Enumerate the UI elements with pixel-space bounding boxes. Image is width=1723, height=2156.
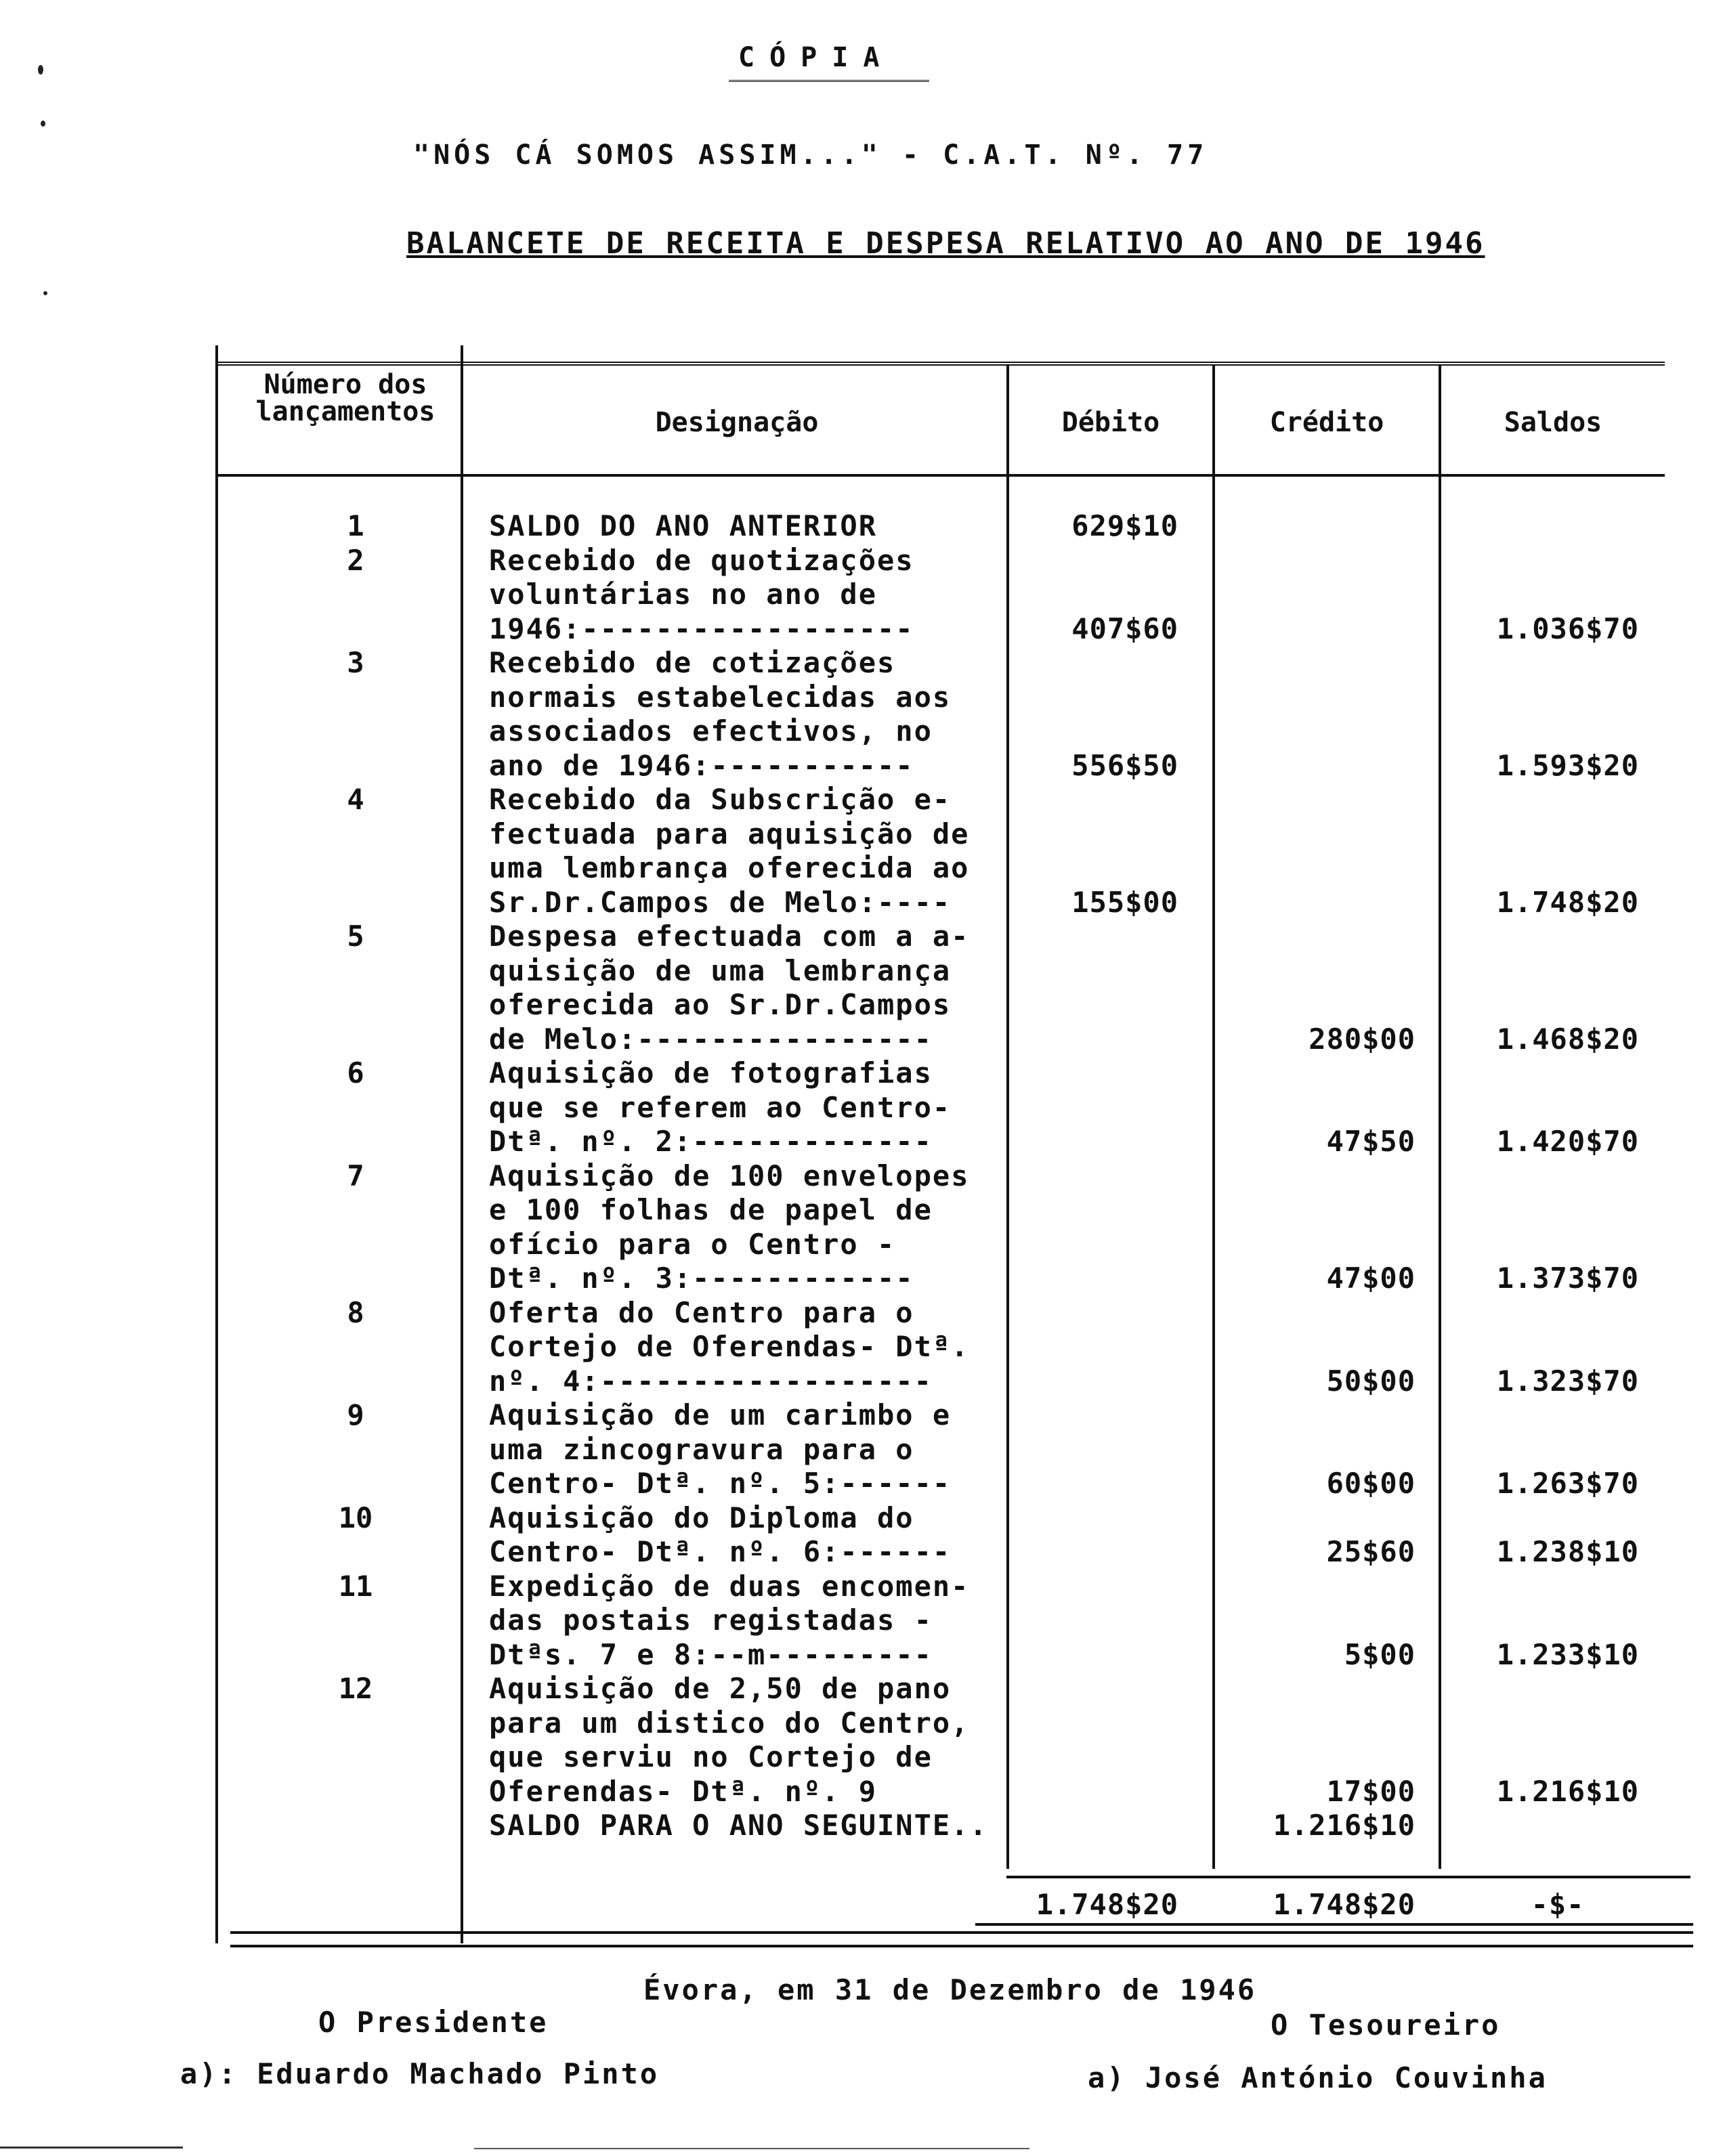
header-bottom-rule (215, 474, 1665, 477)
entry-credito: 1.216$10 (1273, 1809, 1416, 1842)
entry-description-line: Centro- Dtª. nº. 6:------ (489, 1535, 952, 1568)
entry-description-line: uma zincogravura para o (489, 1432, 914, 1466)
entry-description-line: Aquisição de um carimbo e (489, 1398, 952, 1431)
treasurer-signature: a) José António Couvinha (1088, 2061, 1548, 2094)
entry-description-line: que se referem ao Centro- (489, 1090, 952, 1124)
scan-edge-line (0, 2147, 183, 2149)
entry-description-line: de Melo:---------------- (489, 1022, 933, 1056)
entry-description-line: Expedição de duas encomen- (489, 1569, 970, 1603)
entry-description-line: fectuada para aquisição de (489, 817, 970, 850)
entry-saldo: 1.238$10 (1496, 1535, 1639, 1568)
col-divider-debito (1212, 366, 1215, 1869)
col-divider-numero (461, 345, 463, 1943)
entry-saldo: 1.216$10 (1496, 1774, 1639, 1808)
entry-description-line: 1946:------------------ (489, 611, 914, 645)
entry-description-line: Aquisição do Diploma do (489, 1501, 914, 1534)
copy-label-underline (729, 80, 929, 85)
entry-description-line: Recebido da Subscrição e- (489, 783, 952, 816)
entry-description-line: e 100 folhas de papel de (489, 1193, 933, 1226)
document-title: BALANCETE DE RECEITA E DESPESA RELATIVO AO ANO DE 1946 (406, 226, 1485, 261)
president-label: O Presidente (318, 2006, 549, 2039)
table-top-rule (215, 362, 1665, 366)
entry-credito: 50$00 (1326, 1364, 1416, 1398)
entry-saldo: 1.263$70 (1496, 1467, 1639, 1500)
entry-saldo: 1.036$70 (1496, 611, 1639, 645)
entry-description-line: quisição de uma lembrança (489, 953, 952, 987)
entry-description-line: Oferendas- Dtª. nº. 9 (489, 1774, 878, 1808)
entry-number: 9 (347, 1398, 364, 1431)
entry-description-line: Centro- Dtª. nº. 5:------ (489, 1467, 952, 1500)
total-saldo: -$- (1531, 1888, 1585, 1921)
document-subtitle: "NÓS CÁ SOMOS ASSIM..." - C.A.T. Nº. 77 (413, 139, 1208, 171)
entry-number: 2 (347, 543, 364, 577)
entry-description-line: Aquisição de 100 envelopes (489, 1159, 970, 1192)
treasurer-label: O Tesoureiro (1271, 2008, 1501, 2042)
entry-description-line: Recebido de quotizações (489, 543, 914, 577)
place-and-date: Évora, em 31 de Dezembro de 1946 (643, 1973, 1257, 2006)
entry-description-line: Aquisição de 2,50 de pano (489, 1672, 952, 1705)
entry-description-line: Dtª. nº. 2:------------- (489, 1125, 933, 1158)
entry-description-line: normais estabelecidas aos (489, 680, 952, 714)
entry-credito: 25$60 (1326, 1535, 1416, 1568)
entry-debito: 629$10 (1071, 509, 1178, 542)
totals-top-rule (1006, 1876, 1690, 1878)
entry-description-line: Oferta do Centro para o (489, 1295, 914, 1329)
entry-debito: 407$60 (1071, 611, 1178, 645)
table-bottom-rule-1 (230, 1931, 1693, 1934)
entry-saldo: 1.748$20 (1496, 885, 1639, 919)
column-header-debito: Débito (1061, 407, 1160, 438)
entry-description-line: Despesa efectuada com a a- (489, 920, 970, 953)
president-signature: a): Eduardo Machado Pinto (180, 2057, 660, 2090)
total-debito: 1.748$20 (1036, 1888, 1178, 1921)
entry-description-line: SALDO PARA O ANO SEGUINTE.. (489, 1809, 988, 1842)
entry-credito: 5$00 (1344, 1637, 1416, 1671)
scan-speck (38, 65, 43, 74)
column-header-saldos: Saldos (1504, 407, 1602, 438)
entry-description-line: para um distico do Centro, (489, 1706, 970, 1740)
entry-description-line: que serviu no Cortejo de (489, 1740, 933, 1773)
entry-number: 5 (347, 920, 364, 953)
entry-credito: 47$50 (1326, 1125, 1416, 1158)
column-header-credito: Crédito (1269, 407, 1384, 438)
entry-description-line: Dtª. nº. 3:------------ (489, 1262, 914, 1295)
entry-saldo: 1.420$70 (1496, 1125, 1639, 1158)
entry-credito: 47$00 (1326, 1262, 1416, 1295)
entry-description-line: SALDO DO ANO ANTERIOR (489, 509, 878, 542)
entry-description-line: voluntárias no ano de (489, 578, 878, 611)
entry-credito: 280$00 (1309, 1022, 1416, 1056)
column-header-designacao: Designação (655, 407, 819, 438)
entry-saldo: 1.323$70 (1496, 1364, 1639, 1398)
entry-saldo: 1.593$20 (1496, 748, 1639, 782)
entry-description-line: ano de 1946:----------- (489, 748, 914, 782)
entry-number: 11 (338, 1569, 373, 1603)
entry-credito: 17$00 (1326, 1774, 1416, 1808)
entry-number: 6 (347, 1056, 364, 1090)
entry-number: 8 (347, 1295, 364, 1329)
entry-description-line: Recebido de cotizações (489, 646, 896, 679)
totals-bottom-rule (975, 1923, 1693, 1926)
column-header-numero: Número dos lançamentos (255, 369, 435, 427)
entry-debito: 155$00 (1071, 885, 1178, 919)
scan-speck (41, 121, 45, 127)
entry-saldo: 1.373$70 (1496, 1262, 1639, 1295)
entry-description-line: Aquisição de fotografias (489, 1056, 933, 1090)
entry-description-line: das postais registadas - (489, 1603, 933, 1637)
entry-description-line: Sr.Dr.Campos de Melo:---- (489, 885, 952, 919)
entry-number: 3 (347, 646, 364, 679)
entry-description-line: associados efectivos, no (489, 714, 933, 748)
copy-label: CÓPIA (738, 42, 895, 73)
table-bottom-rule-2 (230, 1945, 1693, 1947)
entry-number: 1 (347, 509, 364, 542)
entry-description-line: ofício para o Centro - (489, 1227, 896, 1261)
entry-description-line: nº. 4:------------------ (489, 1364, 933, 1398)
entry-number: 7 (347, 1159, 364, 1192)
entry-description-line: oferecida ao Sr.Dr.Campos (489, 988, 952, 1021)
entry-description-line: Cortejo de Oferendas- Dtª. (489, 1330, 970, 1363)
entry-number: 4 (347, 783, 364, 816)
entry-number: 10 (338, 1501, 373, 1534)
entry-description-line: Dtªs. 7 e 8:--m--------- (489, 1637, 933, 1671)
entry-saldo: 1.468$20 (1496, 1022, 1639, 1056)
entry-description-line: uma lembrança oferecida ao (489, 851, 970, 884)
left-border (215, 345, 218, 1943)
entry-debito: 556$50 (1071, 748, 1178, 782)
scan-speck (43, 291, 47, 295)
entry-number: 12 (338, 1672, 373, 1705)
entry-credito: 60$00 (1326, 1467, 1416, 1500)
scan-edge-line (474, 2148, 1029, 2149)
total-credito: 1.748$20 (1273, 1888, 1416, 1921)
entry-saldo: 1.233$10 (1496, 1637, 1639, 1671)
